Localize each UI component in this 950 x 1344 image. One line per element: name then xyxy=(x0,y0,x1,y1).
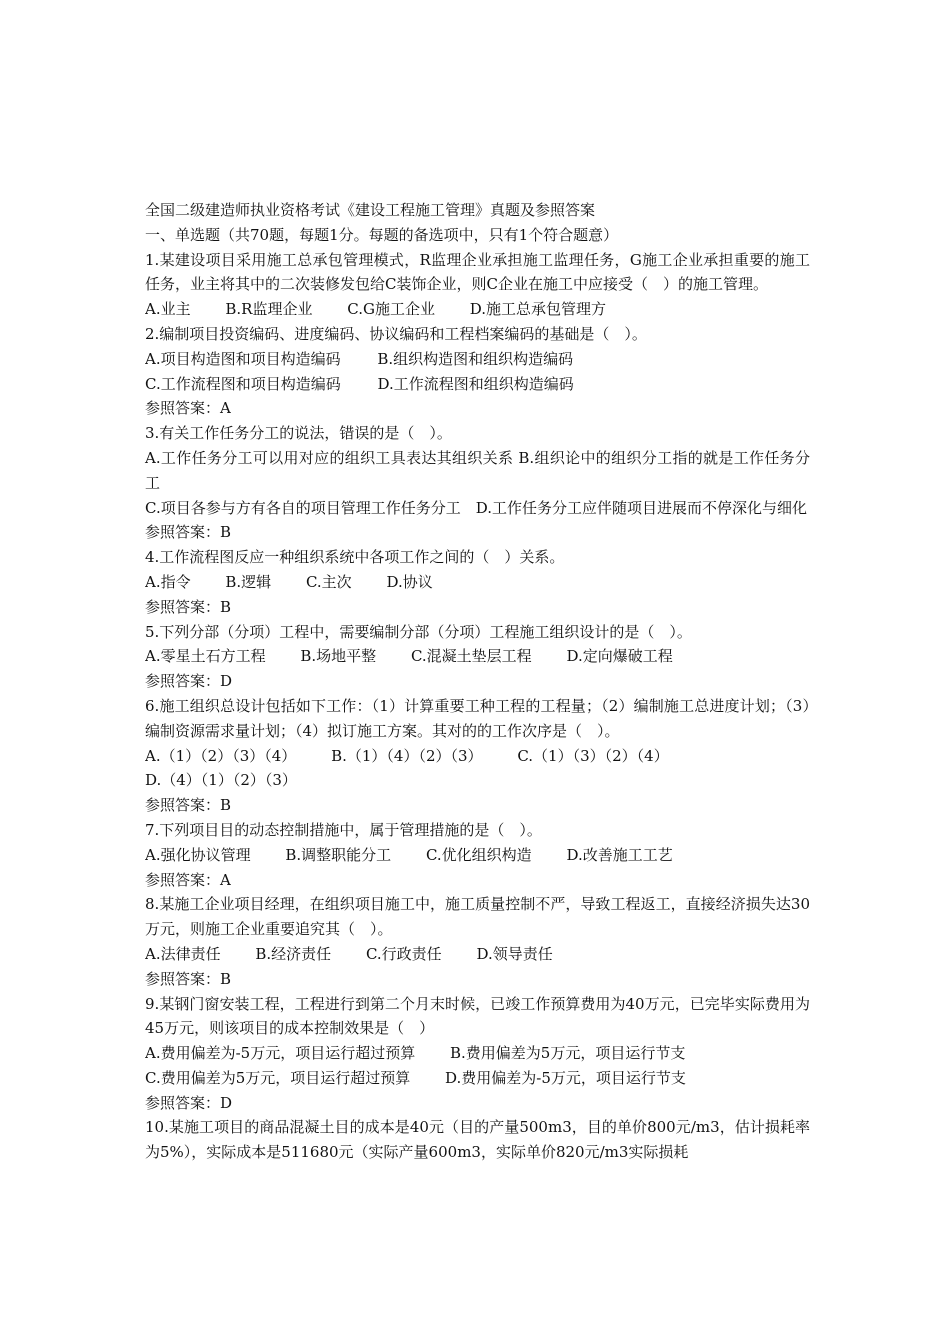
question-1-options xyxy=(145,297,810,322)
question-9-options-row-2 xyxy=(145,1066,810,1091)
option-c: C.主次 xyxy=(305,572,352,591)
question-2-options-row-2 xyxy=(145,372,810,397)
question-4-answer: 参照答案：B xyxy=(145,597,232,616)
question-4-stem: 4.工作流程图反应一种组织系统中各项工作之间的（ ）关系。 xyxy=(145,548,565,567)
option-b: B.场地平整 xyxy=(300,647,377,666)
option-c: C.混凝土垫层工程 xyxy=(410,647,532,666)
question-6-options xyxy=(145,744,810,769)
question-10-stem: 10.某施工项目的商品混凝土目的成本是40元（目的产量500m3，目的单价800元/m3，估计损耗率为5%），实际成本是511680元（实际产量600m3，实际单价820元/m3实际损耗 xyxy=(145,1118,810,1162)
option-a: A.强化协议管理 xyxy=(145,845,251,864)
question-9-answer: 参照答案：D xyxy=(145,1093,233,1112)
document-body xyxy=(145,198,810,1165)
document-title: 全国二级建造师执业资格考试《建设工程施工管理》真题及参照答案 xyxy=(145,201,596,219)
option-b: B.组织构造图和组织构造编码 xyxy=(377,349,574,368)
option-d: D.定向爆破工程 xyxy=(566,647,673,666)
option-a: A.（1）（2）（3）（4） xyxy=(145,746,297,765)
question-6-stem: 6.施工组织总设计包括如下工作：（1）计算重要工种工程的工程量；（2）编制施工总进度计划；（3）编制资源需求量计划；（4）拟订施工方案。其对的的工作次序是（ ）。 xyxy=(145,696,810,740)
question-4-options xyxy=(145,570,810,595)
question-2-stem: 2.编制项目投资编码、进度编码、协议编码和工程档案编码的基础是（ ）。 xyxy=(145,324,647,343)
question-8-answer: 参照答案：B xyxy=(145,969,232,988)
option-c: C.G施工企业 xyxy=(347,300,435,319)
option-a: A.零星土石方工程 xyxy=(145,647,266,666)
option-d: D.协议 xyxy=(386,572,433,591)
option-d: D.领导责任 xyxy=(476,944,553,963)
question-3-stem: 3.有关工作任务分工的说法，错误的是（ ）。 xyxy=(145,424,452,443)
question-5-options xyxy=(145,644,810,669)
question-7-stem: 7.下列项目目的动态控制措施中，属于管理措施的是（ ）。 xyxy=(145,820,542,839)
question-8-stem: 8.某施工企业项目经理，在组织项目施工中，施工质量控制不严，导致工程返工，直接经济损失达30万元，则施工企业重要追究其（ ）。 xyxy=(145,895,810,939)
question-6-answer: 参照答案：B xyxy=(145,796,232,815)
option-a: A.指令 xyxy=(145,572,191,591)
option-a: A.业主 xyxy=(145,300,191,319)
option-d: D.改善施工工艺 xyxy=(566,845,673,864)
option-d: D.工作流程图和组织构造编码 xyxy=(377,374,574,393)
option-d: D.施工总承包管理方 xyxy=(469,300,607,319)
option-c: C.费用偏差为5万元，项目运行超过预算 xyxy=(145,1068,411,1087)
option-a: A.项目构造图和项目构造编码 xyxy=(145,349,341,368)
option-d: D.费用偏差为-5万元，项目运行节支 xyxy=(445,1068,686,1087)
question-3-answer: 参照答案：B xyxy=(145,523,232,542)
question-5-stem: 5.下列分部（分项）工程中，需要编制分部（分项）工程施工组织设计的是（ ）。 xyxy=(145,622,692,641)
question-3-options-a-b: A.工作任务分工可以用对应的组织工具表达其组织关系 B.组织论中的组织分工指的就是工作任务分工 xyxy=(145,448,810,492)
option-b: B.R监理企业 xyxy=(225,300,313,319)
question-8-options xyxy=(145,942,810,967)
question-1-stem: 1.某建设项目采用施工总承包管理模式，R监理企业承担施工监理任务，G施工企业承担重要的施工任务，业主将其中的二次装修发包给C装饰企业，则C企业在施工中应接受（ ）的施工管理。 xyxy=(145,250,810,294)
option-a: A.费用偏差为-5万元，项目运行超过预算 xyxy=(145,1044,416,1063)
question-9-options-row-1 xyxy=(145,1041,810,1066)
option-c: C.优化组织构造 xyxy=(425,845,532,864)
section-heading: 一、单选题（共70题，每题1分。每题的备选项中，只有1个符合题意） xyxy=(145,225,619,244)
question-7-options xyxy=(145,843,810,868)
question-9-stem: 9.某钢门窗安装工程，工程进行到第二个月末时候，已竣工作预算费用为40万元，已完毕实际费用为45万元，则该项目的成本控制效果是（ ） xyxy=(145,994,810,1038)
option-c: C.行政责任 xyxy=(365,944,442,963)
question-7-answer: 参照答案：A xyxy=(145,870,231,889)
question-2-options-row-1 xyxy=(145,347,810,372)
question-5-answer: 参照答案：D xyxy=(145,672,233,691)
question-2-answer: 参照答案：A xyxy=(145,399,231,418)
option-b: B.逻辑 xyxy=(225,572,272,591)
question-6-option-d: D.（4）（1）（2）（3） xyxy=(145,771,297,790)
option-c: C.工作流程图和项目构造编码 xyxy=(145,374,341,393)
option-b: B.经济责任 xyxy=(255,944,332,963)
option-b: B.（1）（4）（2）（3） xyxy=(331,746,483,765)
option-b: B.调整职能分工 xyxy=(285,845,392,864)
option-b: B.费用偏差为5万元，项目运行节支 xyxy=(450,1044,686,1063)
option-c: C.（1）（3）（2）（4） xyxy=(517,746,669,765)
option-a: A.法律责任 xyxy=(145,944,221,963)
question-3-options-c-d: C.项目各参与方有各自的项目管理工作任务分工 D.工作任务分工应伴随项目进展而不停深化与细化 xyxy=(145,498,807,517)
